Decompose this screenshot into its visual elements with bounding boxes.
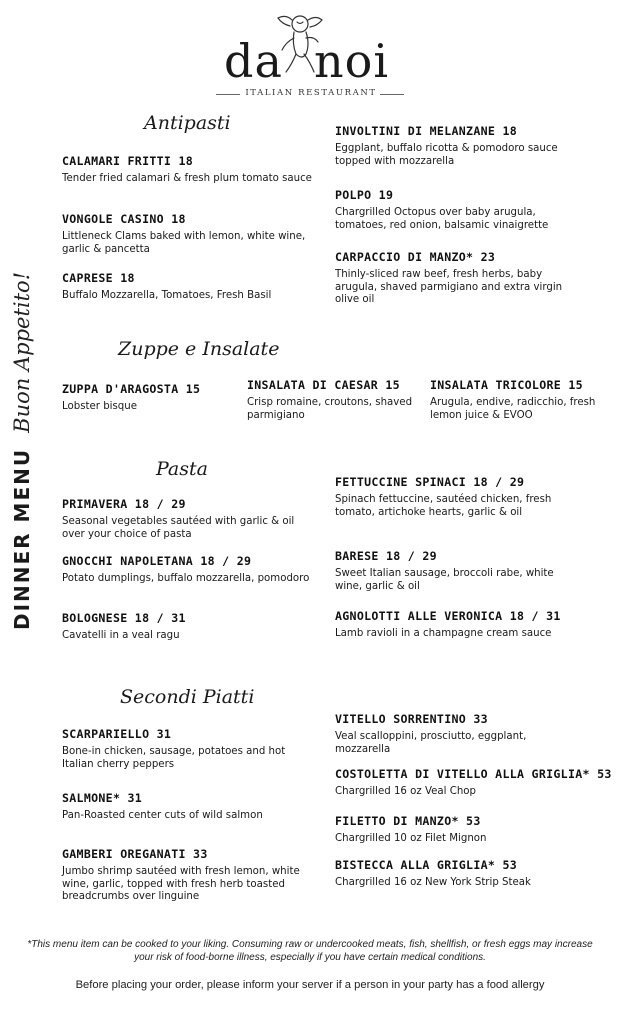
item-description: Chargrilled 16 oz Veal Chop [335, 786, 476, 797]
menu-item-scarpariello [62, 727, 317, 771]
item-name: BARESE 18 / 29 [335, 549, 437, 563]
heading-antipasti: Antipasti [144, 112, 231, 134]
item-name: INSALATA TRICOLORE 15 [430, 378, 583, 392]
item-description: Bone-in chicken, sausage, potatoes and hot Italian cherry peppers [62, 746, 286, 770]
item-name: CALAMARI FRITTI 18 [62, 154, 194, 168]
item-description: Buffalo Mozzarella, Tomatoes, Fresh Basil [62, 290, 272, 301]
item-description: Lamb ravioli in a champagne cream sauce [335, 628, 552, 639]
item-description: Lobster bisque [62, 401, 137, 412]
item-name: POLPO 19 [335, 188, 394, 202]
item-description: Spinach fettuccine, sautéed chicken, fresh tomato, artichoke hearts, garlic & oil [335, 494, 552, 518]
item-name: BOLOGNESE 18 / 31 [62, 611, 186, 625]
side-banner [10, 272, 34, 630]
item-description: Eggplant, buffalo ricotta & pomodoro sauce topped with mozzarella [335, 143, 558, 167]
menu-item-calamari-fritti [62, 154, 317, 186]
menu-item-gamberi-oreganati [62, 847, 317, 904]
restaurant-logo [210, 10, 410, 100]
item-description: Thinly-sliced raw beef, fresh herbs, baby arugula, shaved parmigiano and extra virgin olive oil [335, 269, 563, 306]
menu-item-bolognese [62, 611, 317, 643]
item-name: FILETTO DI MANZO* 53 [335, 814, 481, 828]
item-description: Cavatelli in a veal ragu [62, 630, 180, 641]
item-name: CARPACCIO DI MANZO* 23 [335, 250, 496, 264]
menu-item-vongole-casino [62, 212, 317, 256]
menu-item-insalata-di-caesar [247, 378, 425, 422]
logo-rule-right [380, 94, 404, 95]
heading-zuppe-e-insalate: Zuppe e Insalate [118, 338, 280, 360]
item-description: Potato dumplings, buffalo mozzarella, pomodoro [62, 573, 310, 584]
menu-item-bistecca-alla-griglia [335, 858, 580, 890]
item-description: Veal scalloppini, prosciutto, eggplant, mozzarella [335, 731, 527, 755]
menu-item-insalata-tricolore [430, 378, 605, 422]
menu-item-carpaccio-di-manzo [335, 250, 580, 307]
item-description: Jumbo shrimp sautéed with fresh lemon, white wine, garlic, topped with fresh herb toasted breadcrumbs over linguine [62, 866, 300, 903]
allergy-notice: Before placing your order, please inform your server if a person in your party has a food allergy [75, 979, 545, 991]
menu-item-agnolotti-alle-veronica [335, 609, 580, 641]
logo-word-da: da [224, 34, 283, 88]
heading-secondi-piatti: Secondi Piatti [120, 686, 255, 708]
raw-food-disclaimer: *This menu item can be cooked to your liking. Consuming raw or undercooked meats, fish, shellfish, or fresh eggs may increase your risk of food-borne illness, especially if you have certain medical conditions. [27, 939, 593, 963]
menu-item-gnocchi-napoletana [62, 554, 317, 586]
logo-word-noi: noi [314, 34, 390, 88]
item-name: PRIMAVERA 18 / 29 [62, 497, 186, 511]
buon-appetito-script: Buon Appetito! [10, 271, 34, 433]
menu-item-salmone [62, 791, 317, 823]
dinner-menu-title: DINNER MENU [10, 447, 34, 630]
item-name: FETTUCCINE SPINACI 18 / 29 [335, 475, 525, 489]
item-name: AGNOLOTTI ALLE VERONICA 18 / 31 [335, 609, 561, 623]
item-description: Arugula, endive, radicchio, fresh lemon juice & EVOO [430, 397, 596, 421]
menu-item-primavera [62, 497, 317, 541]
item-name: INVOLTINI DI MELANZANE 18 [335, 124, 518, 138]
item-description: Chargrilled 16 oz New York Strip Steak [335, 877, 531, 888]
item-name: SALMONE* 31 [62, 791, 143, 805]
item-name: VITELLO SORRENTINO 33 [335, 712, 488, 726]
item-name: INSALATA DI CAESAR 15 [247, 378, 400, 392]
item-name: CAPRESE 18 [62, 271, 135, 285]
menu-item-polpo [335, 188, 580, 232]
item-description: Chargrilled 10 oz Filet Mignon [335, 833, 487, 844]
item-description: Crisp romaine, croutons, shaved parmigiano [247, 397, 413, 421]
item-name: VONGOLE CASINO 18 [62, 212, 186, 226]
menu-item-costoletta-di-vitello [335, 767, 612, 799]
menu-item-caprese [62, 271, 317, 303]
item-description: Pan-Roasted center cuts of wild salmon [62, 810, 263, 821]
menu-item-barese [335, 549, 580, 593]
item-name: ZUPPA D'ARAGOSTA 15 [62, 382, 201, 396]
heading-pasta: Pasta [156, 458, 208, 480]
item-description: Tender fried calamari & fresh plum tomato sauce [62, 173, 312, 184]
item-description: Littleneck Clams baked with lemon, white wine, garlic & pancetta [62, 231, 306, 255]
menu-item-involtini-di-melanzane [335, 124, 580, 168]
item-name: SCARPARIELLO 31 [62, 727, 172, 741]
menu-item-fettuccine-spinaci [335, 475, 580, 519]
menu-item-zuppa-daragosta [62, 382, 240, 414]
item-name: COSTOLETTA DI VITELLO ALLA GRIGLIA* 53 [335, 767, 612, 781]
item-name: BISTECCA ALLA GRIGLIA* 53 [335, 858, 518, 872]
item-name: GAMBERI OREGANATI 33 [62, 847, 208, 861]
menu-item-filetto-di-manzo [335, 814, 580, 846]
item-description: Sweet Italian sausage, broccoli rabe, white wine, garlic & oil [335, 568, 554, 592]
menu-item-vitello-sorrentino [335, 712, 580, 756]
item-name: GNOCCHI NAPOLETANA 18 / 29 [62, 554, 252, 568]
item-description: Chargrilled Octopus over baby arugula, tomatoes, red onion, balsamic vinaigrette [335, 207, 549, 231]
logo-subtitle: ITALIAN RESTAURANT [245, 88, 377, 98]
item-description: Seasonal vegetables sautéed with garlic & oil over your choice of pasta [62, 516, 295, 540]
